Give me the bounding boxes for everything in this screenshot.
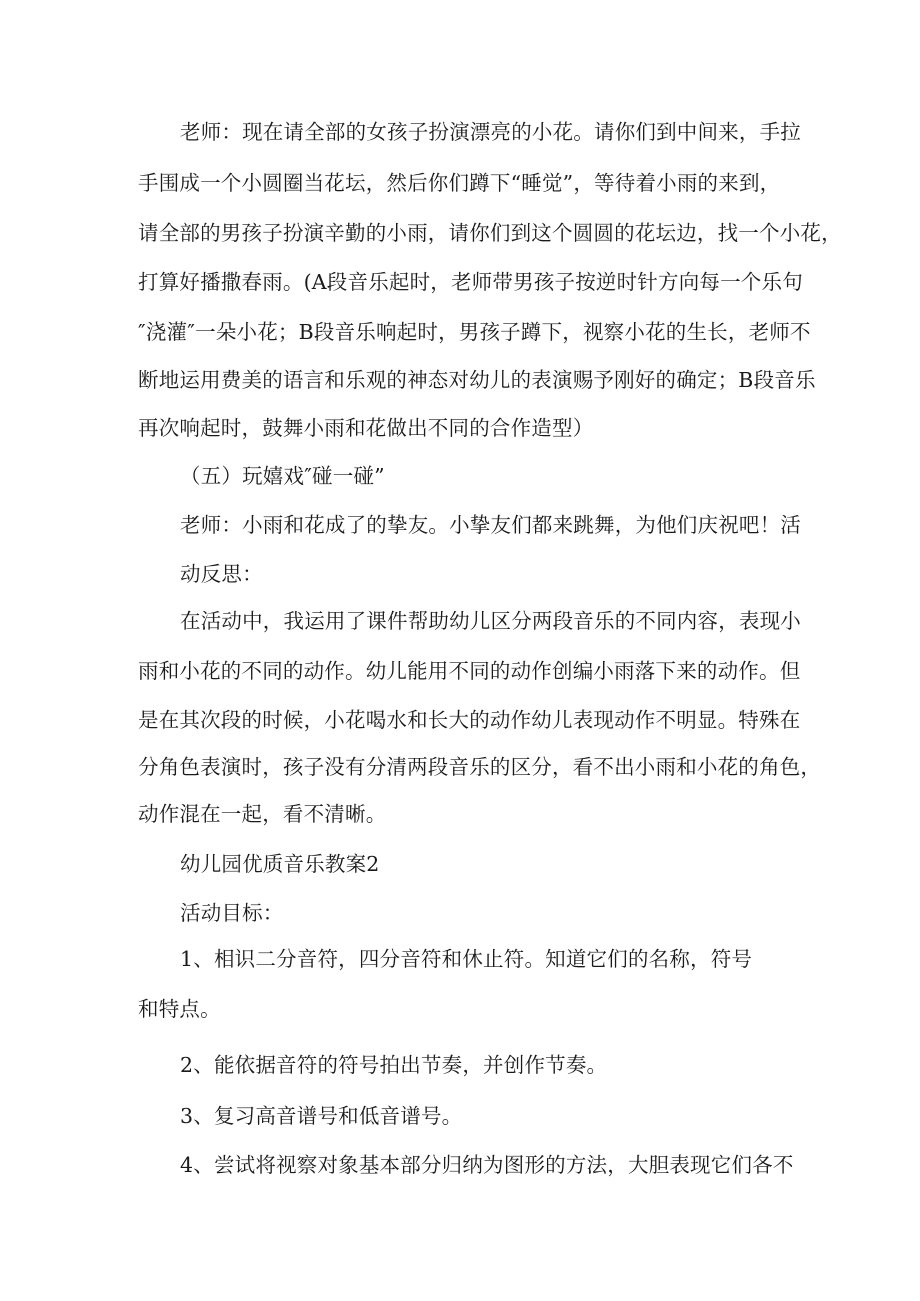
- list-item-continuation: 和特点。: [138, 997, 221, 1021]
- text-line: 是在其次段的时候，小花喝水和长大的动作幼儿表现动作不明显。特殊在: [138, 708, 801, 732]
- text-line: 动反思：: [180, 562, 263, 586]
- list-item: 2、能依据音符的符号拍出节奏，并创作节奏。: [180, 1053, 608, 1077]
- text-line: ″浇灌″一朵小花；B段音乐响起时，男孩子蹲下，视察小花的生长，老师不: [138, 320, 811, 344]
- text-line: 分角色表演时，孩子没有分清两段音乐的区分，看不出小雨和小花的角色，: [138, 755, 822, 779]
- text-line: 手围成一个小圆圈当花坛，然后你们蹲下“睡觉”，等待着小雨的来到，: [138, 171, 781, 195]
- text-line: 雨和小花的不同的动作。幼儿能用不同的动作创编小雨落下来的动作。但: [138, 659, 801, 683]
- list-item: 4、尝试将视察对象基本部分归纳为图形的方法，大胆表现它们各不: [180, 1153, 794, 1177]
- text-line: 动作混在一起，看不清晰。: [138, 802, 387, 826]
- text-line: 断地运用费美的语言和乐观的神态对幼儿的表演赐予刚好的确定；B段音乐: [138, 368, 816, 392]
- text-line: 请全部的男孩子扮演辛勤的小雨，请你们到这个圆圆的花坛边，找一个小花，: [138, 221, 842, 245]
- document-title: 幼儿园优质音乐教案2: [180, 852, 380, 876]
- text-line: 老师：小雨和花成了的挚友。小挚友们都来跳舞，为他们庆祝吧！活: [180, 513, 801, 537]
- text-line: 打算好播撒春雨。(A段音乐起时，老师带男孩子按逆时针方向每一个乐句: [138, 270, 803, 294]
- section-heading: 活动目标：: [180, 901, 284, 925]
- text-line: 再次响起时，鼓舞小雨和花做出不同的合作造型）: [138, 416, 594, 440]
- text-line: 老师：现在请全部的女孩子扮演漂亮的小花。请你们到中间来，手拉: [180, 120, 801, 144]
- section-heading: （五）玩嬉戏″碰一碰”: [180, 464, 385, 488]
- list-item: 1、相识二分音符，四分音符和休止符。知道它们的名称，符号: [180, 947, 753, 971]
- list-item: 3、复习高音谱号和低音谱号。: [180, 1104, 463, 1128]
- text-line: 在活动中，我运用了课件帮助幼儿区分两段音乐的不同内容，表现小: [180, 609, 801, 633]
